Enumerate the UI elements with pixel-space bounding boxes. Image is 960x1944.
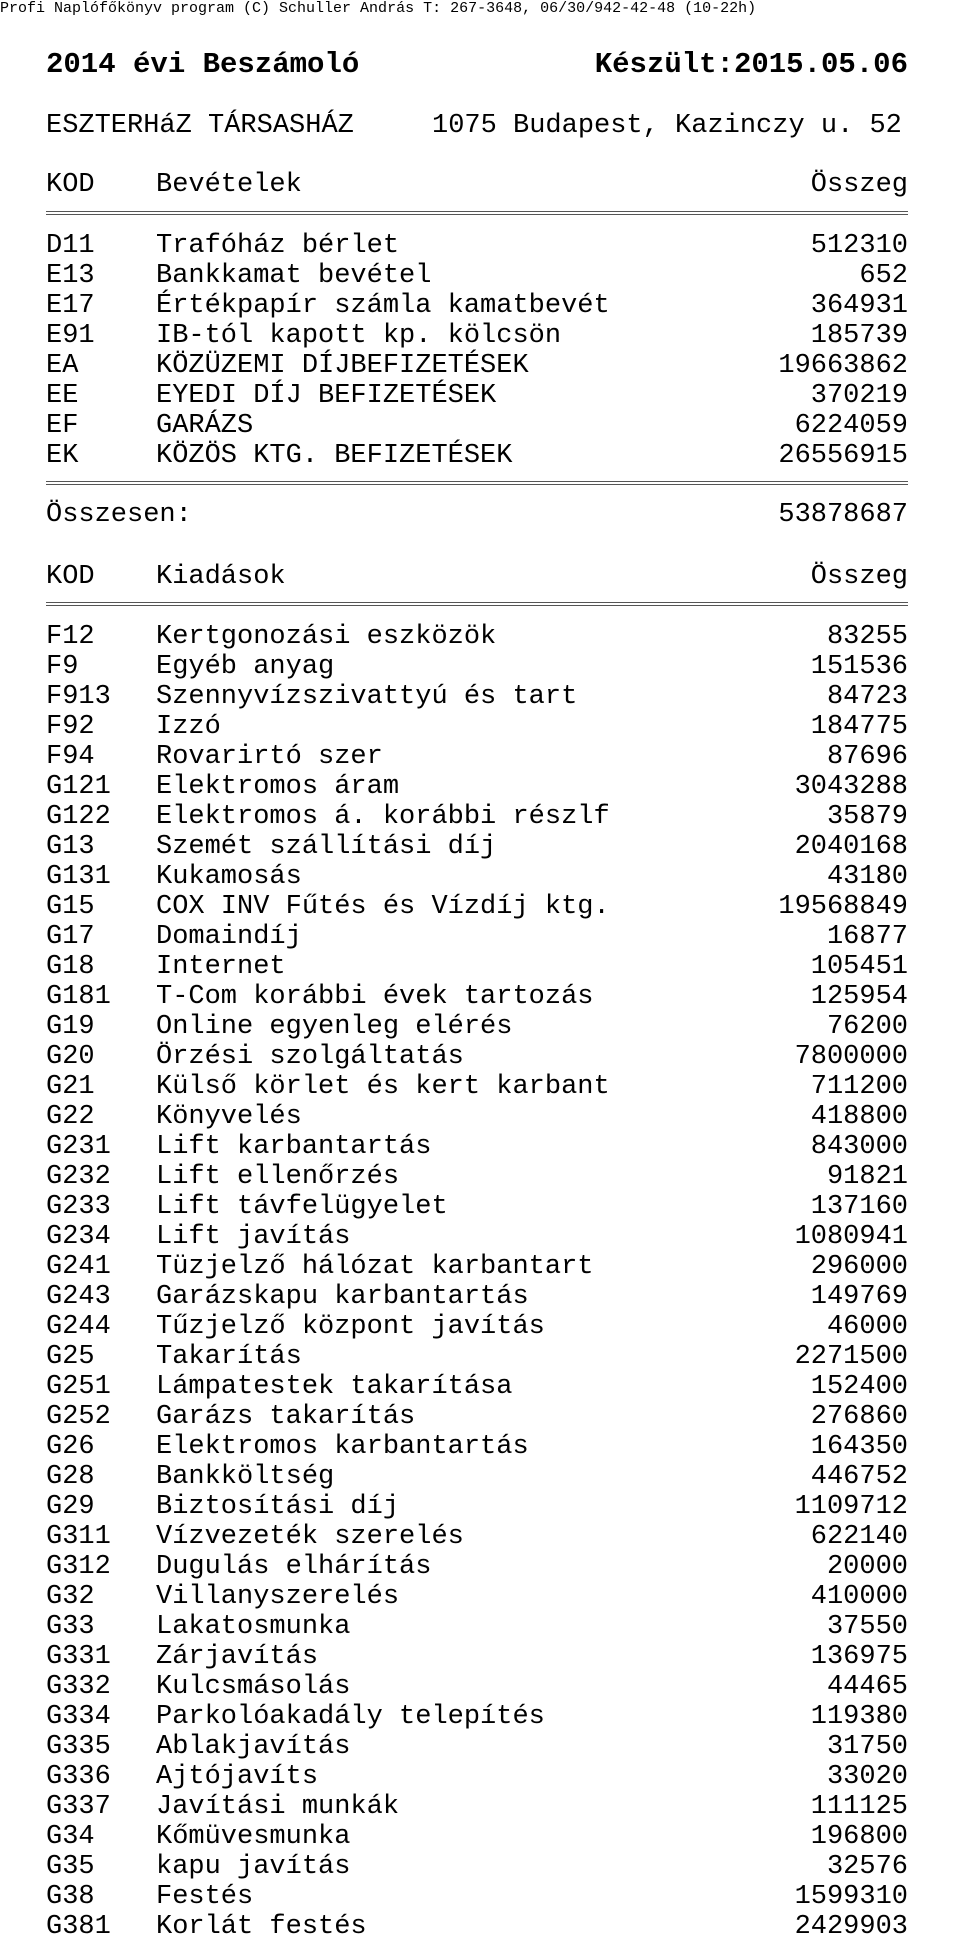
expense-amount: 149769 xyxy=(810,1282,908,1312)
expense-code: G13 xyxy=(46,832,95,862)
expense-row xyxy=(46,1102,908,1132)
expenses-header-row xyxy=(46,562,908,592)
expenses-code-header: KOD xyxy=(46,562,95,592)
expense-code: G22 xyxy=(46,1102,95,1132)
expense-row xyxy=(46,862,908,892)
income-header-row xyxy=(46,170,908,200)
expense-code: G122 xyxy=(46,802,111,832)
expense-row xyxy=(46,1132,908,1162)
expense-row xyxy=(46,1222,908,1252)
expense-code: G332 xyxy=(46,1672,111,1702)
expense-amount: 184775 xyxy=(810,712,908,742)
income-name: EYEDI DÍJ BEFIZETÉSEK xyxy=(156,381,497,411)
expense-name: Lift javítás xyxy=(156,1222,351,1252)
organization-address: 1075 Budapest, Kazinczy u. 52 xyxy=(432,111,902,141)
expense-row xyxy=(46,1552,908,1582)
income-code-header: KOD xyxy=(46,170,95,200)
expense-row xyxy=(46,1012,908,1042)
income-total-row xyxy=(46,499,908,531)
expense-code: G231 xyxy=(46,1132,111,1162)
expense-row xyxy=(46,1882,908,1912)
expense-name: Lámpatestek takarítása xyxy=(156,1372,513,1402)
expense-code: G35 xyxy=(46,1852,95,1882)
expense-code: G15 xyxy=(46,892,95,922)
expense-name: Kulcsmásolás xyxy=(156,1672,351,1702)
expense-amount: 37550 xyxy=(826,1612,908,1642)
income-row xyxy=(46,411,908,441)
expense-amount: 76200 xyxy=(826,1012,908,1042)
expense-row xyxy=(46,1162,908,1192)
income-row xyxy=(46,351,908,381)
expense-code: F913 xyxy=(46,682,111,712)
expense-code: G311 xyxy=(46,1522,111,1552)
expense-name: Lift ellenőrzés xyxy=(156,1162,400,1192)
expense-code: G334 xyxy=(46,1702,111,1732)
expense-code: F12 xyxy=(46,622,95,652)
expense-code: G233 xyxy=(46,1192,111,1222)
income-total-label: Összesen: xyxy=(46,500,192,530)
income-total-divider xyxy=(46,481,908,485)
expense-code: G26 xyxy=(46,1432,95,1462)
expense-code: G252 xyxy=(46,1402,111,1432)
expense-amount: 711200 xyxy=(810,1072,908,1102)
expenses-name-header: Kiadások xyxy=(156,562,286,592)
income-code: D11 xyxy=(46,231,95,261)
expense-amount: 276860 xyxy=(810,1402,908,1432)
expense-name: Külső körlet és kert karbant xyxy=(156,1072,610,1102)
expense-amount: 410000 xyxy=(810,1582,908,1612)
expense-name: Ajtójavíts xyxy=(156,1762,319,1792)
expense-row xyxy=(46,802,908,832)
expense-amount: 7800000 xyxy=(794,1042,908,1072)
expense-code: G29 xyxy=(46,1492,95,1522)
income-code: EF xyxy=(46,411,79,441)
income-amount: 364931 xyxy=(810,291,908,321)
expense-row xyxy=(46,652,908,682)
expense-code: G251 xyxy=(46,1372,111,1402)
expense-amount: 296000 xyxy=(810,1252,908,1282)
income-code: E17 xyxy=(46,291,95,321)
expense-name: Elektromos áram xyxy=(156,772,400,802)
organization-name: ESZTERHáZ TÁRSASHÁZ xyxy=(46,111,354,141)
expense-code: G21 xyxy=(46,1072,95,1102)
expense-name: Egyéb anyag xyxy=(156,652,335,682)
expense-amount: 2429903 xyxy=(794,1912,908,1942)
expense-row xyxy=(46,1642,908,1672)
expense-row xyxy=(46,1612,908,1642)
expense-row xyxy=(46,1672,908,1702)
income-row xyxy=(46,261,908,291)
expense-amount: 111125 xyxy=(810,1792,908,1822)
income-amount: 19663862 xyxy=(778,351,908,381)
income-row xyxy=(46,291,908,321)
expense-row xyxy=(46,1762,908,1792)
expense-amount: 152400 xyxy=(810,1372,908,1402)
expense-row xyxy=(46,1402,908,1432)
expense-name: Dugulás elhárítás xyxy=(156,1552,432,1582)
expense-code: F92 xyxy=(46,712,95,742)
income-name: Bankkamat bevétel xyxy=(156,261,432,291)
expense-name: Szemét szállítási díj xyxy=(156,832,497,862)
expense-name: Könyvelés xyxy=(156,1102,302,1132)
expense-amount: 91821 xyxy=(826,1162,908,1192)
expense-code: G131 xyxy=(46,862,111,892)
expense-code: G18 xyxy=(46,952,95,982)
report-title: 2014 évi Beszámoló xyxy=(46,48,360,81)
income-row xyxy=(46,381,908,411)
expense-code: G312 xyxy=(46,1552,111,1582)
expense-code: G20 xyxy=(46,1042,95,1072)
expense-name: Tüzjelző hálózat karbantart xyxy=(156,1252,594,1282)
expense-row xyxy=(46,1732,908,1762)
expense-code: G33 xyxy=(46,1612,95,1642)
expense-row xyxy=(46,712,908,742)
expense-amount: 33020 xyxy=(826,1762,908,1792)
expense-amount: 20000 xyxy=(826,1552,908,1582)
income-name-header: Bevételek xyxy=(156,170,302,200)
expense-amount: 31750 xyxy=(826,1732,908,1762)
expense-amount: 105451 xyxy=(810,952,908,982)
expense-name: Tűzjelző központ javítás xyxy=(156,1312,545,1342)
expense-row xyxy=(46,1462,908,1492)
expense-code: G244 xyxy=(46,1312,111,1342)
expense-amount: 46000 xyxy=(826,1312,908,1342)
income-name: IB-tól kapott kp. kölcsön xyxy=(156,321,562,351)
expense-code: G17 xyxy=(46,922,95,952)
expense-amount: 16877 xyxy=(826,922,908,952)
expense-amount: 446752 xyxy=(810,1462,908,1492)
expense-amount: 84723 xyxy=(826,682,908,712)
income-code: EK xyxy=(46,441,79,471)
income-total-amount: 53878687 xyxy=(778,500,908,530)
expenses-amount-header: Összeg xyxy=(810,562,908,592)
income-amount: 652 xyxy=(859,261,908,291)
expense-amount: 3043288 xyxy=(794,772,908,802)
income-amount: 6224059 xyxy=(794,411,908,441)
expense-name: Lift karbantartás xyxy=(156,1132,432,1162)
income-header-divider xyxy=(46,211,908,215)
expense-row xyxy=(46,772,908,802)
income-name: KÖZÖS KTG. BEFIZETÉSEK xyxy=(156,441,513,471)
expense-name: Internet xyxy=(156,952,286,982)
expense-code: G181 xyxy=(46,982,111,1012)
expense-amount: 164350 xyxy=(810,1432,908,1462)
expense-row xyxy=(46,952,908,982)
expense-name: Parkolóakadály telepítés xyxy=(156,1702,545,1732)
expense-code: G38 xyxy=(46,1882,95,1912)
expense-code: G25 xyxy=(46,1342,95,1372)
expense-row xyxy=(46,1792,908,1822)
expense-name: Javítási munkák xyxy=(156,1792,400,1822)
expense-row xyxy=(46,1702,908,1732)
expense-row xyxy=(46,922,908,952)
expense-row xyxy=(46,1522,908,1552)
expense-name: Elektromos karbantartás xyxy=(156,1432,529,1462)
expense-amount: 196800 xyxy=(810,1822,908,1852)
expense-name: Ablakjavítás xyxy=(156,1732,351,1762)
expense-amount: 44465 xyxy=(826,1672,908,1702)
income-code: EE xyxy=(46,381,79,411)
expense-row xyxy=(46,1192,908,1222)
income-amount-header: Összeg xyxy=(810,170,908,200)
expense-row xyxy=(46,1312,908,1342)
expense-name: Online egyenleg elérés xyxy=(156,1012,513,1042)
expense-amount: 418800 xyxy=(810,1102,908,1132)
expense-name: kapu javítás xyxy=(156,1852,351,1882)
expense-code: G234 xyxy=(46,1222,111,1252)
expense-code: G335 xyxy=(46,1732,111,1762)
expense-code: G337 xyxy=(46,1792,111,1822)
income-name: GARÁZS xyxy=(156,411,254,441)
expense-name: Domaindíj xyxy=(156,922,302,952)
expense-amount: 136975 xyxy=(810,1642,908,1672)
expense-amount: 125954 xyxy=(810,982,908,1012)
expense-amount: 843000 xyxy=(810,1132,908,1162)
expense-code: G232 xyxy=(46,1162,111,1192)
expense-code: G331 xyxy=(46,1642,111,1672)
expense-name: Vízvezeték szerelés xyxy=(156,1522,464,1552)
expense-code: G121 xyxy=(46,772,111,802)
expense-row xyxy=(46,832,908,862)
expense-row xyxy=(46,1912,908,1942)
income-name: KÖZÜZEMI DÍJBEFIZETÉSEK xyxy=(156,351,529,381)
expense-name: Festés xyxy=(156,1882,254,1912)
expense-amount: 2040168 xyxy=(794,832,908,862)
expense-row xyxy=(46,1492,908,1522)
expense-row xyxy=(46,1252,908,1282)
expense-code: G32 xyxy=(46,1582,95,1612)
expense-name: Kukamosás xyxy=(156,862,302,892)
income-amount: 185739 xyxy=(810,321,908,351)
expense-code: G381 xyxy=(46,1912,111,1942)
expense-row xyxy=(46,1582,908,1612)
expense-code: G34 xyxy=(46,1822,95,1852)
report-title-row xyxy=(46,46,908,84)
expense-amount: 137160 xyxy=(810,1192,908,1222)
expense-row xyxy=(46,892,908,922)
expense-row xyxy=(46,622,908,652)
income-code: EA xyxy=(46,351,79,381)
expense-amount: 2271500 xyxy=(794,1342,908,1372)
expenses-header-divider xyxy=(46,602,908,606)
expense-name: Lift távfelügyelet xyxy=(156,1192,448,1222)
expense-amount: 35879 xyxy=(826,802,908,832)
expense-amount: 87696 xyxy=(826,742,908,772)
expense-code: G336 xyxy=(46,1762,111,1792)
expense-row xyxy=(46,682,908,712)
expense-row xyxy=(46,1282,908,1312)
expense-name: Takarítás xyxy=(156,1342,302,1372)
income-name: Trafóház bérlet xyxy=(156,231,400,261)
income-amount: 26556915 xyxy=(778,441,908,471)
expense-code: G19 xyxy=(46,1012,95,1042)
expense-name: T-Com korábbi évek tartozás xyxy=(156,982,594,1012)
expense-row xyxy=(46,1042,908,1072)
income-code: E91 xyxy=(46,321,95,351)
expense-amount: 1109712 xyxy=(794,1492,908,1522)
expense-row xyxy=(46,1852,908,1882)
expense-row xyxy=(46,1432,908,1462)
income-name: Értékpapír számla kamatbevét xyxy=(156,291,610,321)
expense-name: Bankköltség xyxy=(156,1462,335,1492)
expense-amount: 19568849 xyxy=(778,892,908,922)
expense-amount: 622140 xyxy=(810,1522,908,1552)
program-header: Profi Naplófőkönyv program (C) Schuller András T: 267-3648, 06/30/942-42-48 (10-22h) xyxy=(0,0,757,17)
expense-amount: 32576 xyxy=(826,1852,908,1882)
expense-code: F94 xyxy=(46,742,95,772)
expense-name: Lakatosmunka xyxy=(156,1612,351,1642)
expense-row xyxy=(46,1822,908,1852)
expense-amount: 83255 xyxy=(826,622,908,652)
income-amount: 512310 xyxy=(810,231,908,261)
expense-name: Kőmüvesmunka xyxy=(156,1822,351,1852)
report-date: Készült:2015.05.06 xyxy=(594,48,908,81)
expense-row xyxy=(46,1072,908,1102)
expense-name: Elektromos á. korábbi részlf xyxy=(156,802,610,832)
expense-row xyxy=(46,1342,908,1372)
expense-name: Villanyszerelés xyxy=(156,1582,400,1612)
expense-name: Biztosítási díj xyxy=(156,1492,400,1522)
expense-name: Izzó xyxy=(156,712,221,742)
expense-code: G241 xyxy=(46,1252,111,1282)
expense-name: Garázs takarítás xyxy=(156,1402,416,1432)
expense-name: Korlát festés xyxy=(156,1912,367,1942)
expense-name: Zárjavítás xyxy=(156,1642,319,1672)
expense-code: G243 xyxy=(46,1282,111,1312)
expense-row xyxy=(46,742,908,772)
expense-code: F9 xyxy=(46,652,79,682)
expense-row xyxy=(46,982,908,1012)
expense-name: Garázskapu karbantartás xyxy=(156,1282,529,1312)
expense-amount: 1599310 xyxy=(794,1882,908,1912)
expense-name: Szennyvízszivattyú és tart xyxy=(156,682,578,712)
expense-amount: 1080941 xyxy=(794,1222,908,1252)
income-row xyxy=(46,441,908,471)
expense-amount: 43180 xyxy=(826,862,908,892)
expense-name: Örzési szolgáltatás xyxy=(156,1042,464,1072)
income-amount: 370219 xyxy=(810,381,908,411)
expense-amount: 151536 xyxy=(810,652,908,682)
income-code: E13 xyxy=(46,261,95,291)
expense-row xyxy=(46,1372,908,1402)
income-row xyxy=(46,231,908,261)
expense-amount: 119380 xyxy=(810,1702,908,1732)
expense-name: Rovarirtó szer xyxy=(156,742,383,772)
expense-code: G28 xyxy=(46,1462,95,1492)
income-row xyxy=(46,321,908,351)
expense-name: Kertgonozási eszközök xyxy=(156,622,497,652)
expense-name: COX INV Fűtés és Vízdíj ktg. xyxy=(156,892,610,922)
